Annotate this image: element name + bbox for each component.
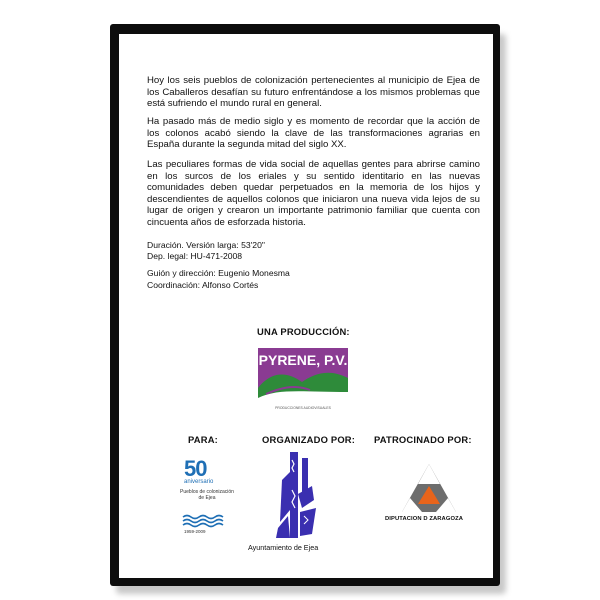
- coordination-credit: Coordinación: Alfonso Cortés: [147, 280, 259, 290]
- aniversario-label: aniversario: [184, 479, 214, 485]
- aniversario-number: 50: [184, 456, 207, 481]
- ayuntamiento-caption: Ayuntamiento de Ejea: [248, 543, 319, 552]
- organized-heading: ORGANIZADO POR:: [262, 434, 356, 445]
- aniversario-years: 1959-2009: [184, 529, 206, 534]
- pyrene-logo: [258, 348, 348, 410]
- aniversario-logo: [176, 456, 234, 536]
- aniversario-subtitle: Pueblos de colonización de Ejea: [180, 489, 234, 501]
- legal-deposit-text: Dep. legal: HU-471-2008: [147, 251, 243, 261]
- synopsis-paragraph-3: Las peculiares formas de vida social de aquellas gentes para abrirse camino en los surcos de los eriales y su sentido identitario en las nuevas comunidades deben quedar perpetuados en la memoria de los hijos y descendientes de aquellos colonos que iniciaron una nueva vida lejos de su lugar de origen y crearon un importante patrimonio familiar que cuenta con cincuenta años de esforzada historia.: [147, 159, 480, 228]
- production-heading: UNA PRODUCCIÓN:: [257, 326, 350, 337]
- waves-icon: [182, 514, 224, 528]
- for-heading: PARA:: [188, 434, 218, 445]
- ayuntamiento-logo: [272, 450, 324, 540]
- pyrene-logo-tagline: PRODUCCIONES AUDIOVISUALES: [275, 406, 331, 410]
- duration-text: Duración. Versión larga: 53'20": [147, 240, 265, 250]
- sponsored-heading: PATROCINADO POR:: [374, 434, 472, 445]
- diputacion-logo: [400, 462, 458, 514]
- synopsis-paragraph-1: Hoy los seis pueblos de colonización pertenecientes al municipio de Ejea de los Caballeros desafían su futuro enfrentándose a los mismos problemas que está sufriendo el mundo rural en general.: [147, 75, 480, 110]
- pyrene-logo-name: PYRENE, P.V.: [258, 352, 348, 368]
- synopsis-paragraph-2: Ha pasado más de medio siglo y es momento de recordar que la acción de los colonos acabó siendo la clave de las transformaciones agrarias en España durante la segunda mitad del siglo XX.: [147, 116, 480, 151]
- diputacion-caption: DIPUTACION D ZARAGOZA: [385, 516, 463, 522]
- director-credit: Guión y dirección: Eugenio Monesma: [147, 268, 290, 278]
